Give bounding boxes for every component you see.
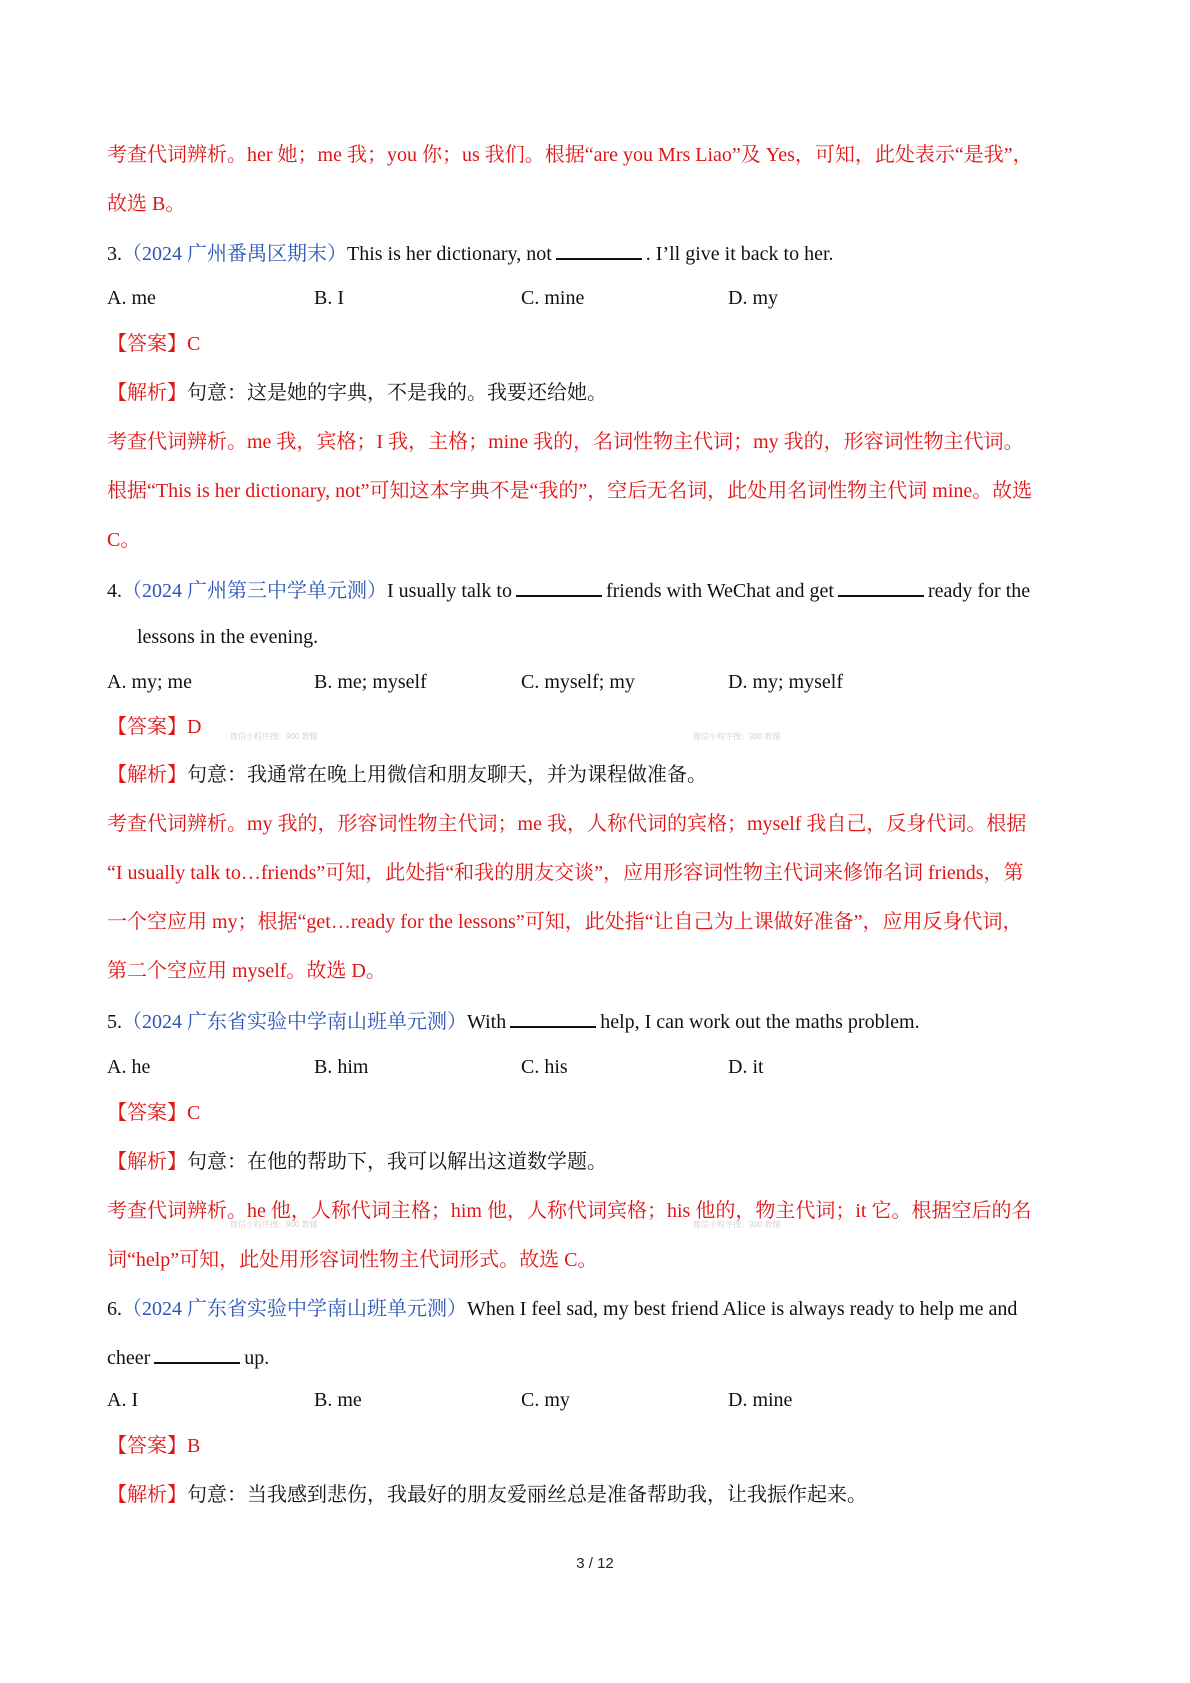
explain-line: “I usually talk to…friends”可知，此处指“和我的朋友交谈”，应用形容词性物主代词来修饰名词 friends，第 [107,862,1024,884]
analysis-label: 【解析】 [107,764,187,786]
option: D. my [728,287,778,309]
question-stem [107,1295,1078,1323]
option: A. me [107,287,156,309]
stem-text: cheer [107,1347,151,1369]
analysis-meaning: 句意：我通常在晚上用微信和朋友聊天，并为课程做准备。 [187,764,707,786]
option: C. mine [521,287,585,309]
page-number: 3 / 12 [576,1555,614,1572]
option: C. my [521,1389,570,1411]
analysis-meaning: 句意：这是她的字典，不是我的。我要还给她。 [187,382,607,404]
analysis-meaning: 句意：在他的帮助下，我可以解出这道数学题。 [187,1151,607,1173]
question-stem-continued [107,1342,1078,1372]
option: C. his [521,1056,568,1078]
explain-line: 故选 B。 [107,193,186,215]
question-stem-continued: lessons in the evening. [137,626,319,648]
answer-blank [510,1006,596,1028]
option: D. mine [728,1389,793,1411]
stem-text: This is her dictionary, not [347,243,552,265]
answer-blank [838,575,924,597]
explain-line: 考查代词辨析。her 她；me 我；you 你；us 我们。根据“are you Mrs Liao”及 Yes，可知，此处表示“是我”， [107,144,1033,166]
analysis-label: 【解析】 [107,1151,187,1173]
stem-text: When I feel sad, my best friend Alice is always ready to help me and [467,1298,1018,1320]
answer-line: 【答案】C [107,1102,201,1124]
analysis-line [107,761,1078,789]
option: A. my; me [107,671,192,693]
answer-blank [154,1342,240,1364]
analysis-line [107,1148,1078,1176]
answer-blank [556,238,642,260]
analysis-line [107,379,1078,407]
option: B. me; myself [314,671,427,693]
question-source: （2024 广东省实验中学南山班单元测） [122,1298,467,1320]
explain-line: 根据“This is her dictionary, not”可知这本字典不是“我的”，空后无名词，此处用名词性物主代词 mine。故选 [107,480,1033,502]
explain-line: 第二个空应用 myself。故选 D。 [107,960,386,982]
option: A. I [107,1389,139,1411]
option: A. he [107,1056,151,1078]
watermark: 微信小程序搜：900 教辅 [230,732,318,741]
question-number: 4. [107,580,122,602]
explain-line: 考查代词辨析。me 我，宾格；I 我，主格；mine 我的，名词性物主代词；my 我的，形容词性物主代词。 [107,431,1024,453]
analysis-line [107,1481,1078,1509]
option: D. it [728,1056,764,1078]
stem-text: up. [244,1347,270,1369]
question-source: （2024 广州番禺区期末） [122,243,347,265]
analysis-label: 【解析】 [107,1484,187,1506]
explain-line: 考查代词辨析。he 他，人称代词主格；him 他，人称代词宾格；his 他的，物主代词；it 它。根据空后的名 [107,1200,1032,1222]
option: D. my; myself [728,671,843,693]
stem-text: I usually talk to [387,580,512,602]
stem-text: With [467,1011,507,1033]
question-number: 3. [107,243,122,265]
question-source: （2024 广东省实验中学南山班单元测） [122,1011,467,1033]
watermark: 微信小程序搜：900 教辅 [693,1220,781,1229]
analysis-meaning: 句意：当我感到悲伤，我最好的朋友爱丽丝总是准备帮助我，让我振作起来。 [187,1484,867,1506]
explain-line: 词“help”可知，此处用形容词性物主代词形式。故选 C。 [107,1249,598,1271]
watermark: 微信小程序搜：900 教辅 [230,1220,318,1229]
option: C. myself; my [521,671,635,693]
stem-text: ready for the [927,580,1031,602]
explain-line: 一个空应用 my；根据“get…ready for the lessons”可知，此处指“让自己为上课做好准备”，应用反身代词， [107,911,1023,933]
question-number: 6. [107,1298,122,1320]
option: B. me [314,1389,362,1411]
stem-text: help, I can work out the maths problem. [600,1011,920,1033]
stem-text: . I’ll give it back to her. [645,243,834,265]
watermark: 微信小程序搜：900 教辅 [693,732,781,741]
option: B. I [314,287,344,309]
question-stem [107,238,1078,268]
answer-line: 【答案】B [107,1435,201,1457]
explain-line: C。 [107,529,141,551]
option: B. him [314,1056,369,1078]
answer-line: 【答案】D [107,716,202,738]
stem-text: friends with WeChat and get [605,580,834,602]
question-number: 5. [107,1011,122,1033]
question-stem [107,1006,1078,1036]
analysis-label: 【解析】 [107,382,187,404]
explain-line: 考查代词辨析。my 我的，形容词性物主代词；me 我，人称代词的宾格；myself 我自己，反身代词。根据 [107,813,1027,835]
answer-blank [516,575,602,597]
question-source: （2024 广州第三中学单元测） [122,580,387,602]
question-stem [107,575,1078,605]
answer-line: 【答案】C [107,333,201,355]
